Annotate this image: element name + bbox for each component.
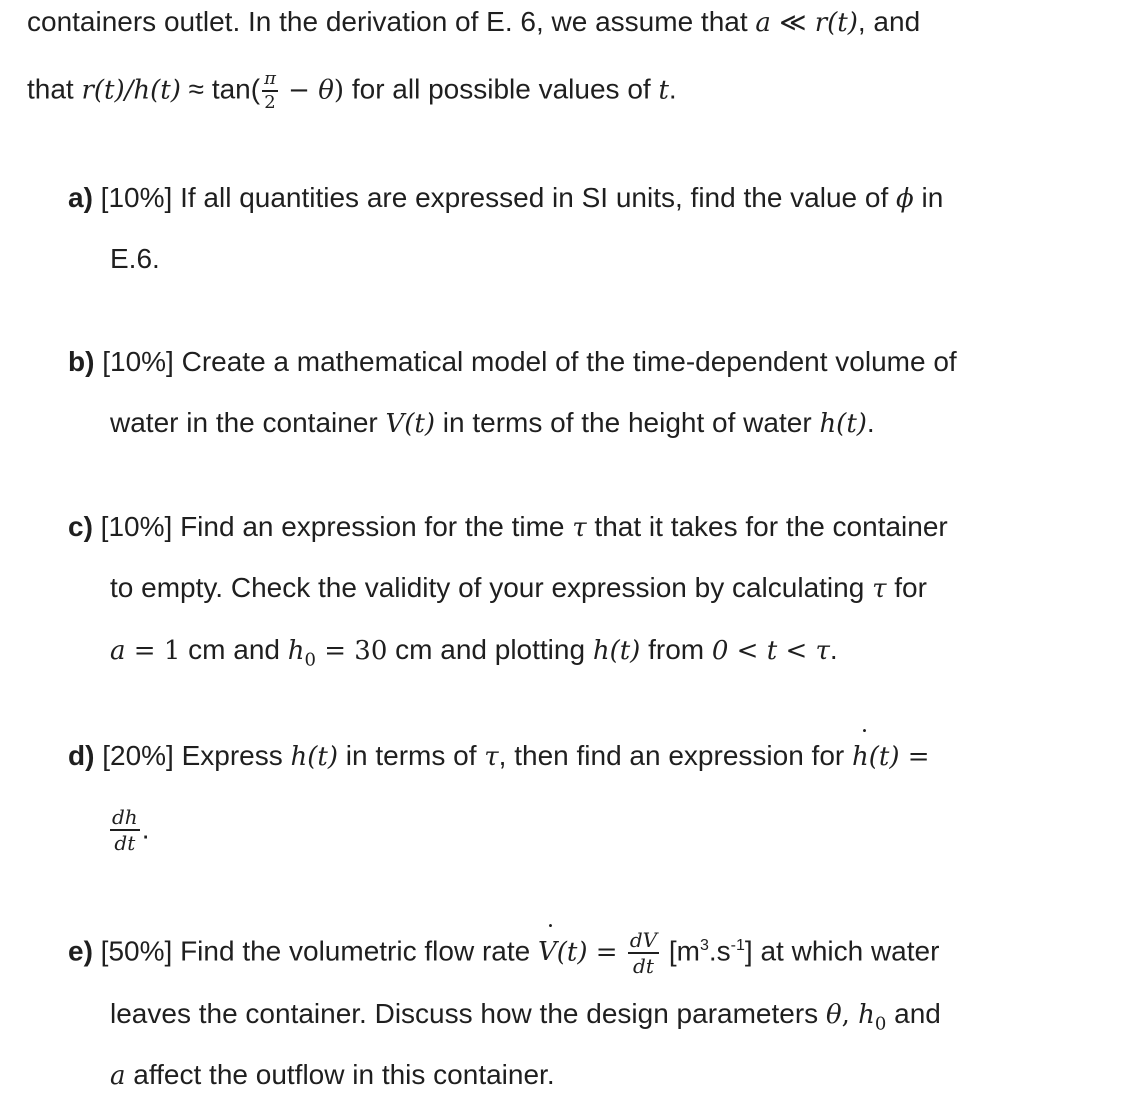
- fraction-dv-dt: $\frac{dV}{dt}$: [629, 927, 658, 978]
- math-v-dot: ˙ V: [538, 924, 557, 980]
- question-label: a): [68, 182, 93, 213]
- math-h0: h: [287, 636, 305, 666]
- math-approx-tan: ≈ tan(: [180, 73, 261, 105]
- question-label: d): [68, 740, 95, 771]
- math-phi: ϕ: [896, 184, 914, 214]
- question-e-line-3: a affect the outflow in this container.: [110, 1059, 555, 1091]
- question-a-line-1: a) [10%] If all quantities are expressed in SI units, find the value of ϕ in: [68, 182, 944, 214]
- question-c-line-1: c) [10%] Find an expression for the time τ that it takes for the container: [68, 511, 948, 543]
- question-c-line-3: a = 1 cm and $h_0 = 30$ cm and plotting h(t) from 0 < t < τ.: [110, 634, 838, 671]
- math-h-dot: ˙ h: [852, 739, 869, 775]
- question-c-line-2: to empty. Check the validity of your expression by calculating τ for: [110, 572, 927, 604]
- math-range: 0 < t < τ: [711, 636, 830, 666]
- fraction-pi-over-2: $\frac{\pi}{2}$: [264, 68, 276, 113]
- question-label: e): [68, 935, 93, 967]
- question-d-line-2: $\frac{dh}{dt}$ .: [112, 804, 150, 855]
- math-a: a: [755, 8, 771, 38]
- math-h0: h: [858, 1000, 875, 1030]
- math-v-t: V(t): [385, 409, 436, 439]
- math-tau: τ: [572, 513, 587, 543]
- intro-line-1: [27, 4, 920, 41]
- math-theta: θ: [318, 75, 334, 106]
- math-h-t: h(t): [290, 742, 339, 772]
- intro-text-end: , and: [857, 6, 921, 37]
- math-h-t: h(t): [819, 409, 867, 439]
- intro-line-2: that r(t)/h(t) ≈ tan( $\frac{\pi}{2}$ − θ) for all possible values of t.: [27, 68, 677, 113]
- question-e-line-1: e) [50%] Find the volumetric flow rate ˙ V(t) = $\frac{dV}{dt}$ $[m^3.s^{-1}]$ at which water: [68, 918, 939, 980]
- question-e-line-2: leaves the container. Discuss how the design parameters θ, $h_0$ and: [110, 998, 941, 1035]
- question-d-line-1: d) [20%] Express h(t) in terms of τ, then find an expression for ˙ h(t) =: [68, 738, 930, 775]
- question-label: c): [68, 511, 93, 542]
- math-much-less: ≪: [770, 8, 815, 38]
- math-t: t: [658, 75, 669, 106]
- math-tau: τ: [872, 574, 887, 604]
- question-b-line-2: water in the container V(t) in terms of the height of water h(t).: [110, 407, 875, 439]
- math-ratio: r(t)/h(t): [81, 75, 181, 106]
- question-a-line-2: E.6.: [110, 243, 160, 274]
- math-tau: τ: [484, 742, 499, 772]
- intro-text: containers outlet. In the derivation of E. 6, we assume that: [27, 6, 756, 37]
- math-h-t: h(t): [592, 636, 641, 666]
- math-theta: θ: [825, 1000, 842, 1030]
- math-r-t: r(t): [814, 8, 858, 38]
- math-a: a: [110, 1061, 126, 1091]
- intro-text: that: [27, 73, 82, 105]
- question-label: b): [68, 346, 95, 377]
- question-b-line-1: b) [10%] Create a mathematical model of the time-dependent volume of: [68, 346, 957, 377]
- math-a: a: [110, 636, 126, 666]
- fraction-dh-dt: $\frac{dh}{dt}$: [112, 804, 138, 855]
